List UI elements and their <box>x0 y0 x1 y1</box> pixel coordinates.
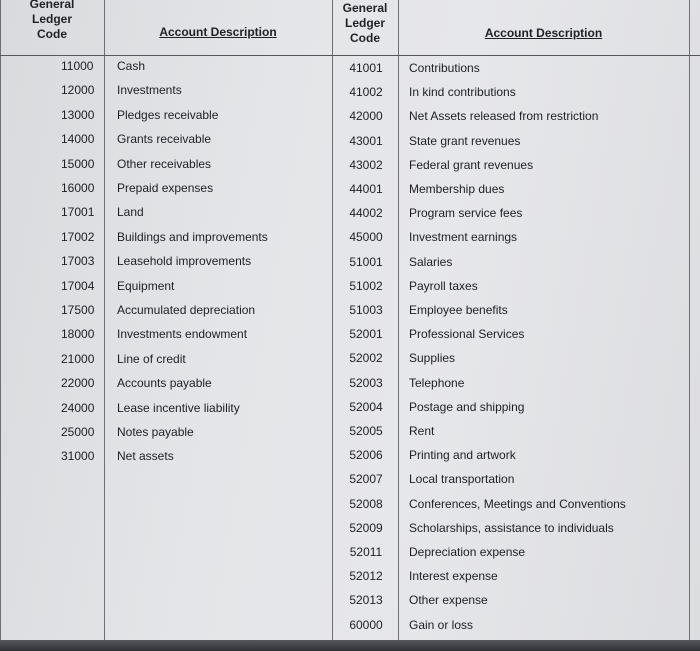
ledger-code: 51002 <box>349 279 383 293</box>
table-border-right <box>689 0 690 640</box>
ledger-code: 52012 <box>349 569 383 583</box>
ledger-code: 41002 <box>349 85 383 99</box>
ledger-code: 43001 <box>349 134 383 148</box>
header-divider <box>0 55 700 56</box>
account-description: In kind contributions <box>409 85 516 99</box>
right-description-header: Account Description <box>484 26 603 40</box>
account-description: Employee benefits <box>409 303 508 317</box>
ledger-code: 52009 <box>349 521 383 535</box>
ledger-code: 43002 <box>349 158 383 172</box>
account-description: Investment earnings <box>409 230 518 244</box>
right-code-header <box>332 1 398 46</box>
ledger-code: 52002 <box>349 351 383 365</box>
account-description: Pledges receivable <box>117 108 219 122</box>
ledger-code: 11000 <box>61 59 94 73</box>
ledger-code: 25000 <box>61 425 95 439</box>
header-line: General <box>29 0 75 11</box>
account-description: Salaries <box>409 255 453 269</box>
ledger-code: 31000 <box>61 449 95 463</box>
ledger-code: 52003 <box>349 376 383 390</box>
account-description: Notes payable <box>117 425 194 439</box>
account-description: Investments <box>117 83 182 97</box>
ledger-code: 21000 <box>61 352 95 366</box>
ledger-code: 51003 <box>349 303 383 317</box>
left-code-header <box>0 0 104 42</box>
account-description: Scholarships, assistance to individuals <box>409 521 614 535</box>
ledger-code: 17003 <box>61 254 95 268</box>
account-description: Line of credit <box>117 352 186 366</box>
ledger-code: 45000 <box>349 230 383 244</box>
account-description: Prepaid expenses <box>117 181 214 195</box>
photo-bottom-edge <box>0 640 700 651</box>
ledger-code: 15000 <box>61 157 95 171</box>
account-description: Net assets <box>117 449 174 463</box>
header-line: Ledger <box>31 12 72 26</box>
left-description-header: Account Description <box>159 25 277 39</box>
account-description: Land <box>117 205 144 219</box>
ledger-code: 17002 <box>61 230 95 244</box>
account-description: Professional Services <box>409 327 525 341</box>
ledger-code: 51001 <box>349 255 383 269</box>
account-description: Other receivables <box>117 157 212 171</box>
account-description: Printing and artwork <box>409 448 516 462</box>
account-description: Supplies <box>409 351 456 365</box>
ledger-code: 44002 <box>349 206 383 220</box>
ledger-code: 13000 <box>61 108 95 122</box>
ledger-code: 42000 <box>349 109 383 123</box>
header-line: Code <box>350 31 380 45</box>
account-description: Cash <box>117 59 146 73</box>
account-description: Conferences, Meetings and Conventions <box>409 497 626 511</box>
account-description: Depreciation expense <box>409 545 526 559</box>
account-description: Grants receivable <box>117 132 212 146</box>
account-description: Net Assets released from restriction <box>409 109 599 123</box>
account-description: Local transportation <box>409 472 515 486</box>
ledger-code: 52007 <box>349 472 383 486</box>
ledger-code: 16000 <box>61 181 95 195</box>
account-description: Leasehold improvements <box>117 254 252 268</box>
ledger-code: 17500 <box>61 303 95 317</box>
account-description: Gain or loss <box>409 618 474 632</box>
account-description: Accounts payable <box>117 376 212 390</box>
ledger-code: 24000 <box>61 401 95 415</box>
ledger-code: 22000 <box>61 376 95 390</box>
ledger-code: 52006 <box>349 448 383 462</box>
ledger-code: 18000 <box>61 327 95 341</box>
account-description: Other expense <box>409 593 488 607</box>
column-divider <box>398 0 399 640</box>
account-description: Telephone <box>409 376 465 390</box>
ledger-code: 17004 <box>61 279 95 293</box>
header-line: Ledger <box>344 16 385 30</box>
ledger-code: 52004 <box>349 400 383 414</box>
table-border-left <box>0 0 1 640</box>
account-description: Accumulated depreciation <box>117 303 256 317</box>
account-description: Lease incentive liability <box>117 401 240 415</box>
account-description: Interest expense <box>409 569 498 583</box>
column-divider <box>332 0 333 640</box>
account-description: Federal grant revenues <box>409 158 534 172</box>
ledger-code: 60000 <box>349 618 383 632</box>
account-description: Program service fees <box>409 206 523 220</box>
account-description: Postage and shipping <box>409 400 525 414</box>
account-description: State grant revenues <box>409 134 521 148</box>
ledger-code: 52011 <box>349 545 383 559</box>
account-description: Contributions <box>409 61 480 75</box>
ledger-code: 52013 <box>349 593 383 607</box>
account-description: Equipment <box>117 279 175 293</box>
account-description: Payroll taxes <box>409 279 478 293</box>
ledger-code: 52005 <box>349 424 383 438</box>
header-line: General <box>342 1 388 15</box>
header-line: Code <box>37 27 67 41</box>
ledger-code: 17001 <box>61 205 95 219</box>
ledger-code: 52001 <box>349 327 383 341</box>
ledger-code: 12000 <box>61 83 95 97</box>
account-description: Rent <box>409 424 435 438</box>
account-description: Investments endowment <box>117 327 248 341</box>
account-description: Membership dues <box>409 182 505 196</box>
ledger-code: 14000 <box>61 132 95 146</box>
ledger-code: 52008 <box>349 497 383 511</box>
ledger-code: 41001 <box>349 61 383 75</box>
ledger-code: 44001 <box>349 182 383 196</box>
account-description: Buildings and improvements <box>117 230 268 244</box>
